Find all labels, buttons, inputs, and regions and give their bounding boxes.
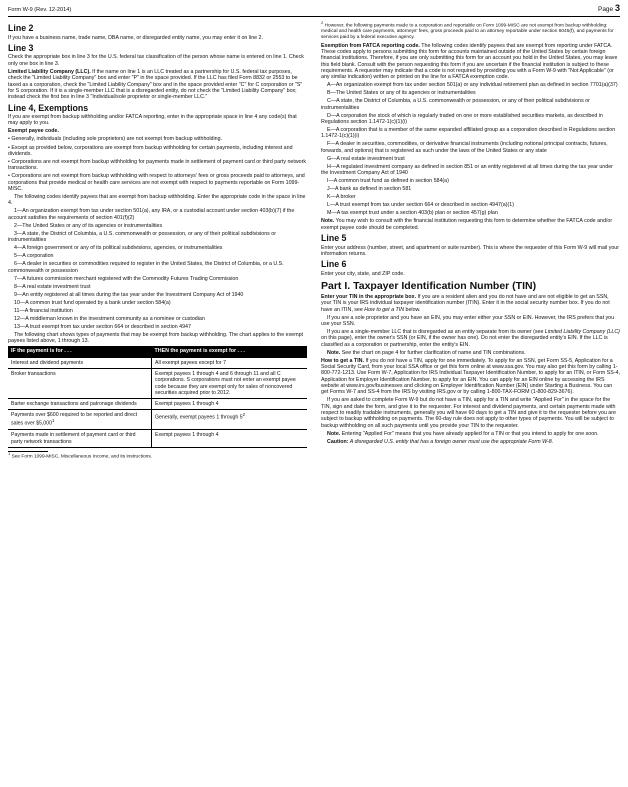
fatca-code: E—A corporation that is a member of the same expanded affiliated group as a corporation described in Regulations section 1.1472-1(c)(1)(i)	[321, 127, 616, 140]
header-rule	[8, 16, 620, 17]
bullet-item: • Corporations are not exempt from backup withholding for payments made in settlement of payment card or third party network transactions.	[8, 158, 307, 172]
codes-intro: The following codes identify payees that are exempt from backup withholding. Enter the appropriate code in the space in line 4.	[8, 193, 306, 207]
payee-code: 6—A dealer in securities or commodities required to register in the United States, the District of Columbia, or a U.S. commonwealth or possession	[8, 261, 284, 274]
form-page	[8, 4, 620, 779]
fatca-code: A—An organization exempt from tax under section 501(a) or any individual retirement plan as defined in section 7701(a)(37)	[327, 82, 618, 89]
exempt-payee-heading: Exempt payee code.	[8, 128, 59, 135]
line3-heading: Line 3	[8, 42, 34, 53]
payee-code: 8—A real estate investment trust	[14, 283, 91, 290]
table-row: Payments over $600 required to be reported and direct sales over $5,000$^1$ Generally, exempt payees 1 through $5^2$	[8, 410, 307, 430]
payee-code: 9—An entity registered at all times during the tax year under the Investment Company Act of 1940	[14, 291, 244, 298]
line6-text: Enter your city, state, and ZIP code.	[321, 270, 405, 277]
payee-code: 10—A common trust fund operated by a bank under section 584(a)	[14, 299, 171, 306]
fatca-code: C—A state, the District of Columbia, a U.S. commonwealth or possession, or any of their political subdivisions or instrumentalities	[321, 98, 590, 111]
table-header-row	[8, 346, 307, 357]
llc-paragraph: Limited Liability Company (LLC). If the name on line 1 is an LLC treated as a partnership for U.S. federal tax purposes, check the "Limited Liability Company" box and enter "P" in the space provided. If the LLC has filed Form 8832 or 2553 to be taxed as a corporation, check the "Limited Liability Company" box and in the space provided enter "C" for C corporation or "S" for S corporation. If it is a single-member LLC that is a disregarded entity, do not check the "Limited Liability Company" box; instead check the first box in line 3 "Individual/sole proprietor or single-member LLC."	[8, 68, 303, 101]
fatca-code: M—A tax exempt trust under a section 403(b) plan or section 457(g) plan	[327, 210, 498, 217]
fatca-code: L—A trust exempt from tax under section 664 or described in section 4947(a)(1)	[327, 202, 514, 209]
caution-paragraph: Caution: A disregarded U.S. entity that has a foreign owner must use the appropriate Form W-8.	[327, 438, 554, 445]
llc-tin-paragraph: If you are a single-member LLC that is disregarded as an entity separate from its owner (see Limited Liability Company (LLC) on this page), enter the owner's SSN (or EIN, if the owner has one). Do not enter the disregarded entity's EIN. If the LLC is classified as a corporation or partnership, enter the entity's EIN.	[321, 328, 620, 348]
page-header	[8, 4, 620, 14]
bullet-item: • Corporations are not exempt from backup withholding with respect to attorneys' fees or gross proceeds paid to attorneys, and corporations that provide medical or health care services are not exempt with respect to payments reportable on Form 1099-MISC.	[8, 173, 305, 192]
note-paragraph: Note. Entering "Applied For" means that you have already applied for a TIN or that you intend to apply for one soon.	[327, 430, 599, 437]
fatca-code: I—A common trust fund as defined in section 584(a)	[327, 178, 449, 185]
fatca-code: D—A corporation the stock of which is regularly traded on one or more established securities markets, as described in Regulations section 1.1472-1(c)(1)(i)	[321, 112, 603, 126]
line2-text: If you have a business name, trade name, DBA name, or disregarded entity name, you may enter it on line 2.	[8, 34, 263, 41]
table-row: Broker transactions Exempt payees 1 through 4 and 6 through 11 and all C corporations. S corporations must not enter an exempt payee code because they are exempt only for sales of noncovered securities acquired prior to 2012.	[8, 369, 307, 399]
table-row: Interest and dividend payments All exempt payees except for 7	[8, 357, 307, 368]
fatca-code: H—A regulated investment company as defined in section 851 or an entity registered at all times during the tax year under the Investment Company Act of 1940	[321, 163, 613, 177]
payee-code: 3—A state, the District of Columbia, a U.S. commonwealth or possession, or any of their political subdivisions or instrumentalities	[8, 230, 277, 244]
fatca-code: G—A real estate investment trust	[327, 155, 405, 162]
payee-code: 11—A financial institution	[14, 307, 73, 314]
line2-heading: Line 2	[8, 23, 34, 33]
payee-code: 4—A foreign government or any of its political subdivisions, agencies, or instrumentalities	[14, 245, 223, 252]
payee-code: 7—A futures commission merchant registered with the Commodity Futures Trading Commission	[14, 275, 239, 282]
line5-heading: Line 5	[321, 233, 347, 244]
table-row: Payments made in settlement of payment card or third party network transactions Exempt payees 1 through 4	[8, 430, 307, 447]
fatca-code: F—A dealer in securities, commodities, or derivative financial instruments (including notional principal contracts, futures, forwards, and options) that is registered as such under the laws of the United States or any state	[321, 141, 608, 154]
table-header: THEN the payment is exempt for . . .	[152, 346, 307, 357]
right-column	[321, 21, 620, 462]
payee-code: 2—The United States or any of its agencies or instrumentalities	[14, 222, 163, 229]
line5-text: Enter your address (number, street, and apartment or suite number). This is where the requester of this Form W-9 will mail your information returns.	[321, 244, 620, 257]
bullet-item: • Generally, individuals (including sole proprietors) are not exempt from backup withholding.	[8, 136, 223, 143]
fatca-code: J—A bank as defined in section 581	[327, 186, 412, 193]
sole-proprietor-paragraph: If you are a sole proprietor and you have an EIN, you may enter either your SSN or EIN. However, the IRS prefers that you use your SSN.	[321, 314, 615, 327]
bullet-item: • Except as provided below, corporations are exempt from backup withholding for certain payments, including interest and dividends.	[8, 144, 293, 157]
applied-for-paragraph: If you are asked to complete Form W-9 but do not have a TIN, apply for a TIN and write "Applied For" in the space for the TIN, sign and date the form, and give it to the requester. For interest and dividend payments, and certain payments made with respect to readily tradable instruments, generally you will have 60 days to get a TIN and give it to the requester before you are subject to backup withholding on payments. The 60-day rule does not apply to other types of payments. You will be subject to backup withholding on all such payments until you provide your TIN to the requester.	[321, 397, 616, 429]
form-id: Form W-9 (Rev. 12-2014)	[8, 7, 72, 14]
how-to-get-tin-paragraph: How to get a TIN. If you do not have a TIN, apply for one immediately. To apply for an SSN, get Form SS-5, Application for a Social Security Card, from your local SSA office or get this form online at www.ssa.gov. You may also get this form by calling 1-800-772-1213. Use Form W-7, Application for IRS Individual Taxpayer Identification Number, to apply for an ITIN, or Form SS-4, Application for Employer Identification Number, to apply for an EIN. You can apply for an EIN online by accessing the IRS website at www.irs.gov/businesses and clicking on Employer Identification Number (EIN) under Starting a Business. You can get Forms W-7 and SS-4 from the IRS by visiting IRS.gov or by calling 1-800-TAX-FORM (1-800-829-3676).	[321, 357, 620, 396]
line4-text: If you are exempt from backup withholding and/or FATCA reporting, enter in the appropriate space in line 4 any code(s) that may apply to you.	[8, 114, 297, 127]
note-paragraph: Note. You may wish to consult with the financial institution requesting this form to determine whether the FATCA code and/or exempt payee code should be completed.	[321, 218, 613, 231]
exemption-table	[8, 346, 307, 447]
page-number: Page 3	[597, 3, 620, 14]
table-header: IF the payment is for . . .	[8, 346, 152, 357]
payee-code: 1—An organization exempt from tax under section 501(a), any IRA, or a custodial account under section 403(b)(7) if the account satisfies the requirements of section 401(f)(2)	[8, 208, 295, 221]
payee-code: 5—A corporation	[14, 253, 54, 260]
payee-code: 13—A trust exempt from tax under section 664 or described in section 4947	[14, 323, 191, 330]
line6-heading: Line 6	[321, 259, 347, 270]
fatca-code: K—A broker	[327, 194, 356, 201]
table-row: Barter exchange transactions and patronage dividends Exempt payees 1 through 4	[8, 399, 307, 410]
note-paragraph: Note. See the chart on page 4 for further clarification of name and TIN combinations.	[327, 349, 526, 356]
footnote-2: $^2$ However, the following payments made to a corporation and reportable on Form 1099-MISC are not exempt from backup withholding: medical and health care payments, attorneys' fees, gross proceeds paid to an attorney reportable under section 6045(f), and payments for services paid by a federal executive agency.	[321, 20, 614, 41]
payee-code: 12—A middleman known in the investment community as a nominee or custodian	[14, 315, 205, 322]
footnote-1: $^1$ See Form 1099-MISC, Miscellaneous Income, and its instructions.	[8, 450, 153, 460]
fatca-code: B—The United States or any of its agencies or instrumentalities	[327, 90, 476, 97]
part1-heading: Part I. Taxpayer Identification Number (TIN)	[321, 280, 537, 293]
fatca-paragraph: Exemption from FATCA reporting code. The following codes identify payees that are exempt from reporting under FATCA. These codes apply to persons submitting this form for accounts maintained outside of the United States by certain foreign financial institutions. Therefore, if you are only submitting this form for an account you hold in the United States, you may leave this field blank. Consult with the person requesting this form if you are uncertain if the financial institution is subject to these requirements. A requester may indicate that a code is not required by providing you with a Form W-9 with "Not Applicable" (or any similar indication) written or printed on the line for a FATCA exemption code.	[321, 42, 618, 81]
chart-intro: The following chart shows types of payments that may be exempt from backup withholding. The chart applies to the exempt payees listed above, 1 through 13.	[8, 331, 304, 345]
tin-paragraph: Enter your TIN in the appropriate box. If you are a resident alien and you do not have and are not eligible to get an SSN, your TIN is your IRS individual taxpayer identification number (ITIN). Enter it in the social security number box. If you do not have an ITIN, see How to get a TIN below.	[321, 293, 610, 313]
line4-heading: Line 4, Exemptions	[8, 102, 89, 113]
left-column	[8, 21, 307, 462]
line3-text: Check the appropriate box in line 3 for the U.S. federal tax classification of the person whose name is entered on line 1. Check only one box in line 3.	[8, 54, 304, 67]
